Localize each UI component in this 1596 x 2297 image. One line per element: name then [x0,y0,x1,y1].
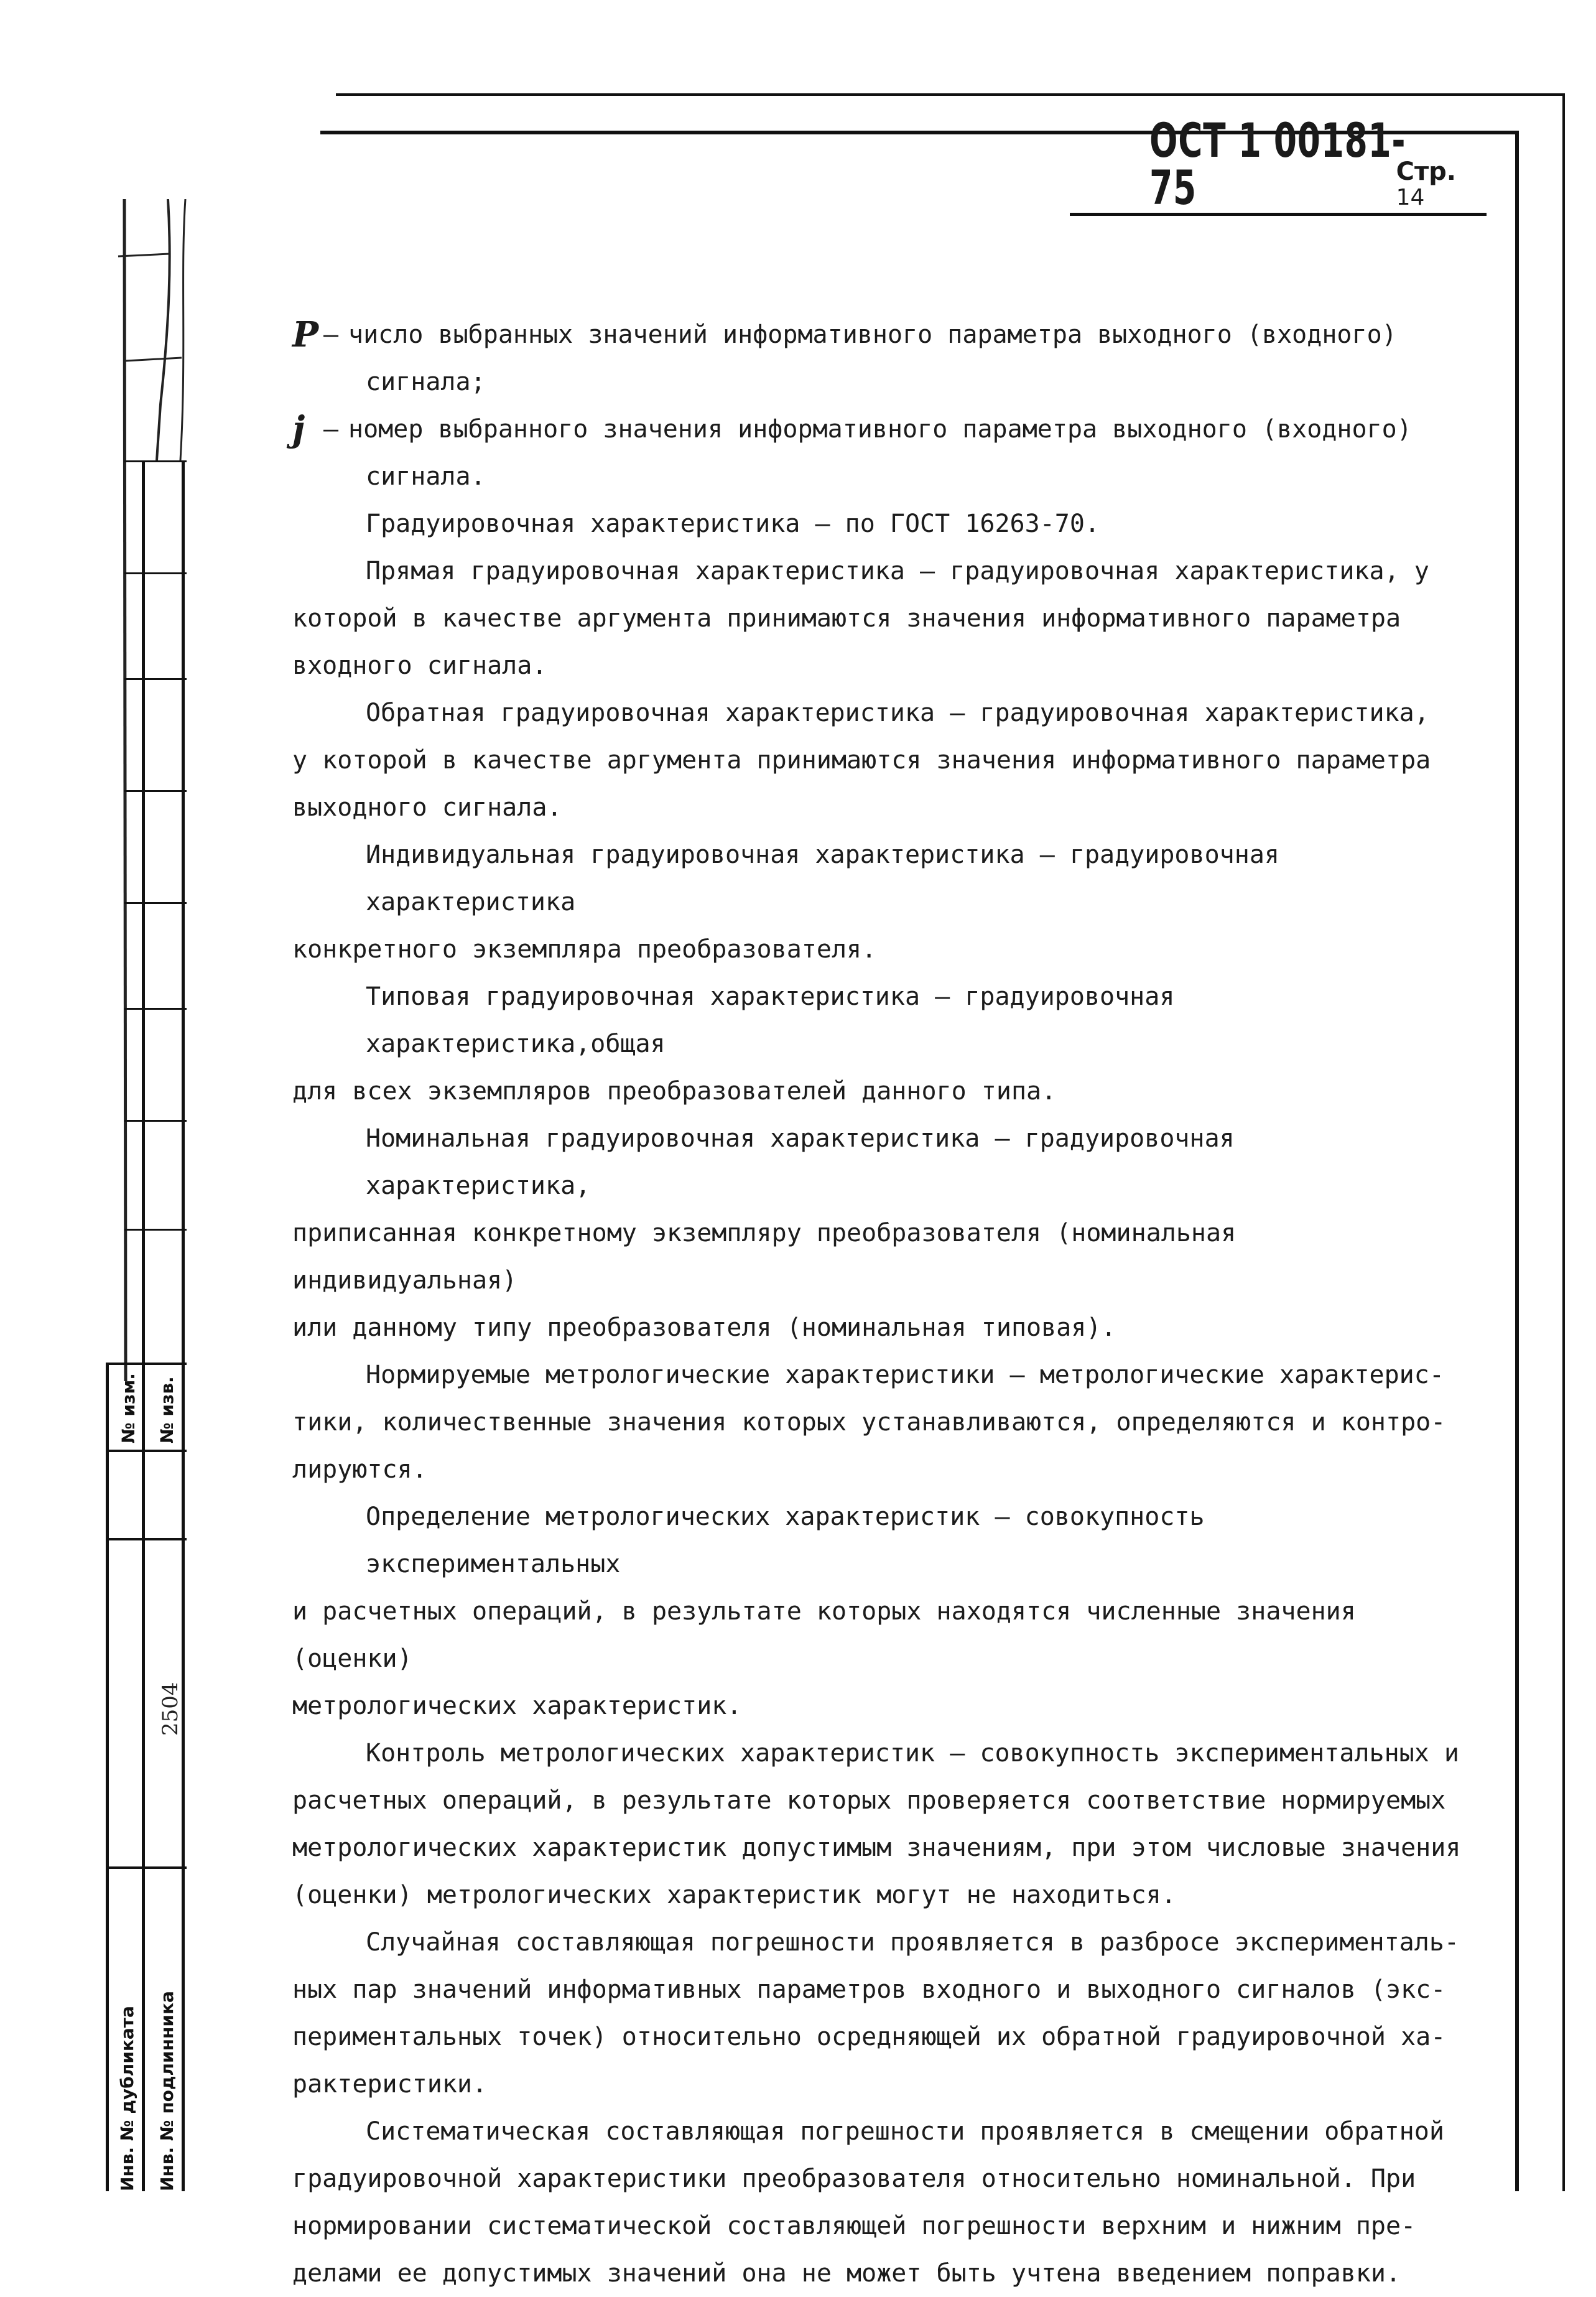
paragraph [292,1919,1474,2108]
paragraph-line: и расчетных операций, в результате которых находятся численные значения (оценки) [292,1597,1356,1673]
document-header [1070,113,1487,216]
sidebar-row [124,460,187,462]
paragraph-line: Обратная градуировочная характеристика – градуировочная характеристика, [366,699,1429,727]
frame-right-inner [1515,131,1519,2191]
paragraph-line: расчетных операций, в результате которых проверяется соответствие нормируемых [292,1786,1446,1815]
paragraph-line: градуировочной характеристики преобразователя относительно номинальной. При [292,2164,1416,2193]
paragraph-line: Типовая градуировочная характеристика – градуировочная характеристика,общая [366,982,1175,1058]
sidebar-row [124,572,187,574]
definition-continuation: сигнала. [366,462,486,491]
paragraph-line: метрологических характеристик. [292,1692,742,1720]
paragraph-line: Контроль метрологических характеристик – совокупность экспериментальных и [366,1739,1459,1768]
frame-top-outer [336,93,1564,96]
sidebar-row [124,790,187,792]
document-body [292,311,1474,2297]
paragraph-line: для всех экземпляров преобразователей данного типа. [292,1077,1057,1106]
symbol-j: j [292,409,305,450]
sidebar-original-number: 2504 [158,1682,183,1736]
sidebar-row [124,902,187,904]
paragraph-line: у которой в качестве аргумента принимаются значения информативного параметра [292,746,1431,775]
definition-p: P – число выбранных значений информативного параметра выходного (входного) сигнала; [292,311,1474,406]
paragraph-line: которой в качестве аргумента принимаются значения информативного параметра [292,604,1401,633]
paragraph [292,547,1474,689]
sidebar-row [124,1120,187,1122]
paragraph-line: (оценки) метрологических характеристик могут не находиться. [292,1881,1176,1909]
paragraph-line: периментальных точек) относительно осредняющей их обратной градуировочной ха- [292,2023,1446,2051]
definition-j: j – номер выбранного значения информативного параметра выходного (входного) сигнала. [292,406,1474,500]
paragraph-line: Индивидуальная градуировочная характеристика – градуировочная характеристика [366,841,1280,916]
paragraph-line: лируются. [292,1455,427,1484]
symbol-p: P [292,314,319,355]
paragraph-line: метрологических характеристик допустимым значениям, при этом числовые значения [292,1833,1461,1862]
paragraph-line: рактеристики. [292,2070,488,2099]
paragraph-line: или данному типу преобразователя (номинальная типовая). [292,1313,1116,1342]
sidebar-row [106,1450,187,1452]
paragraph [292,1730,1474,1919]
frame-right-outer [1562,93,1565,2191]
paragraph [292,500,1474,547]
sidebar-row [124,678,187,680]
paragraph-line: Прямая градуировочная характеристика – градуировочная характеристика, у [366,557,1429,585]
paragraph [292,1115,1474,1351]
sidebar-no-izv-label: № изв. [157,1376,177,1443]
paragraph [292,1493,1474,1730]
sidebar-original-label: Инв. № подлинника [157,1991,177,2191]
sidebar-row [106,1866,187,1869]
paragraph-line: Систематическая составляющая погрешности проявляется в смещении обратной [366,2117,1444,2146]
sidebar-row [124,1008,187,1010]
sidebar-row [106,1538,187,1540]
paragraph-line: Номинальная градуировочная характеристика – градуировочная характеристика, [366,1124,1235,1200]
paragraph-line: выходного сигнала. [292,793,562,822]
page-number: 14 [1396,185,1425,210]
sidebar-col-2 [142,460,145,2191]
paragraph-line: ных пар значений информативных параметров входного и выходного сигналов (экс- [292,1975,1446,2004]
paragraph-line: приписанная конкретному экземпляру преобразователя (номинальная индивидуальная) [292,1219,1236,1295]
document-code: ОСТ 1 00181-75 [1149,113,1406,215]
paragraph [292,973,1474,1115]
sidebar-duplicate-label: Инв. № дубликата [117,2006,137,2191]
paragraph-line: конкретного экземпляра преобразователя. [292,935,877,964]
paragraph-line: тики, количественные значения которых устанавливаются, определяются и контро- [292,1408,1446,1437]
paragraph [292,2108,1474,2297]
paragraph-line: делами ее допустимых значений она не может быть учтена введением поправки. [292,2259,1401,2288]
paragraph-line: Нормируемые метрологические характеристики – метрологические характерис- [366,1361,1444,1389]
sidebar-col-1 [106,1363,109,2191]
definition-continuation: сигнала; [366,368,486,396]
page-label: Стр. 14 [1396,157,1456,210]
paragraph [292,689,1474,831]
paragraph-line: Градуировочная характеристика – по ГОСТ 16263-70. [366,510,1100,538]
paragraph-line: нормировании систематической составляющей погрешности верхним и нижним пре- [292,2212,1416,2240]
sidebar-col-3 [182,460,185,2191]
paragraph-line: Случайная составляющая погрешности проявляется в разбросе эксперименталь- [366,1928,1459,1957]
sidebar-no-izm-label: № изм. [118,1373,139,1443]
paragraph-line: Определение метрологических характеристик – совокупность экспериментальных [366,1503,1205,1578]
definition-text: число выбранных значений информативного параметра выходного (входного) [348,320,1397,349]
paragraph [292,1351,1474,1493]
paragraph [292,831,1474,973]
sidebar-row [124,1229,187,1231]
sidebar-row [106,1363,187,1365]
definition-text: номер выбранного значения информативного параметра выходного (входного) [348,415,1412,444]
paragraph-line: входного сигнала. [292,651,547,680]
